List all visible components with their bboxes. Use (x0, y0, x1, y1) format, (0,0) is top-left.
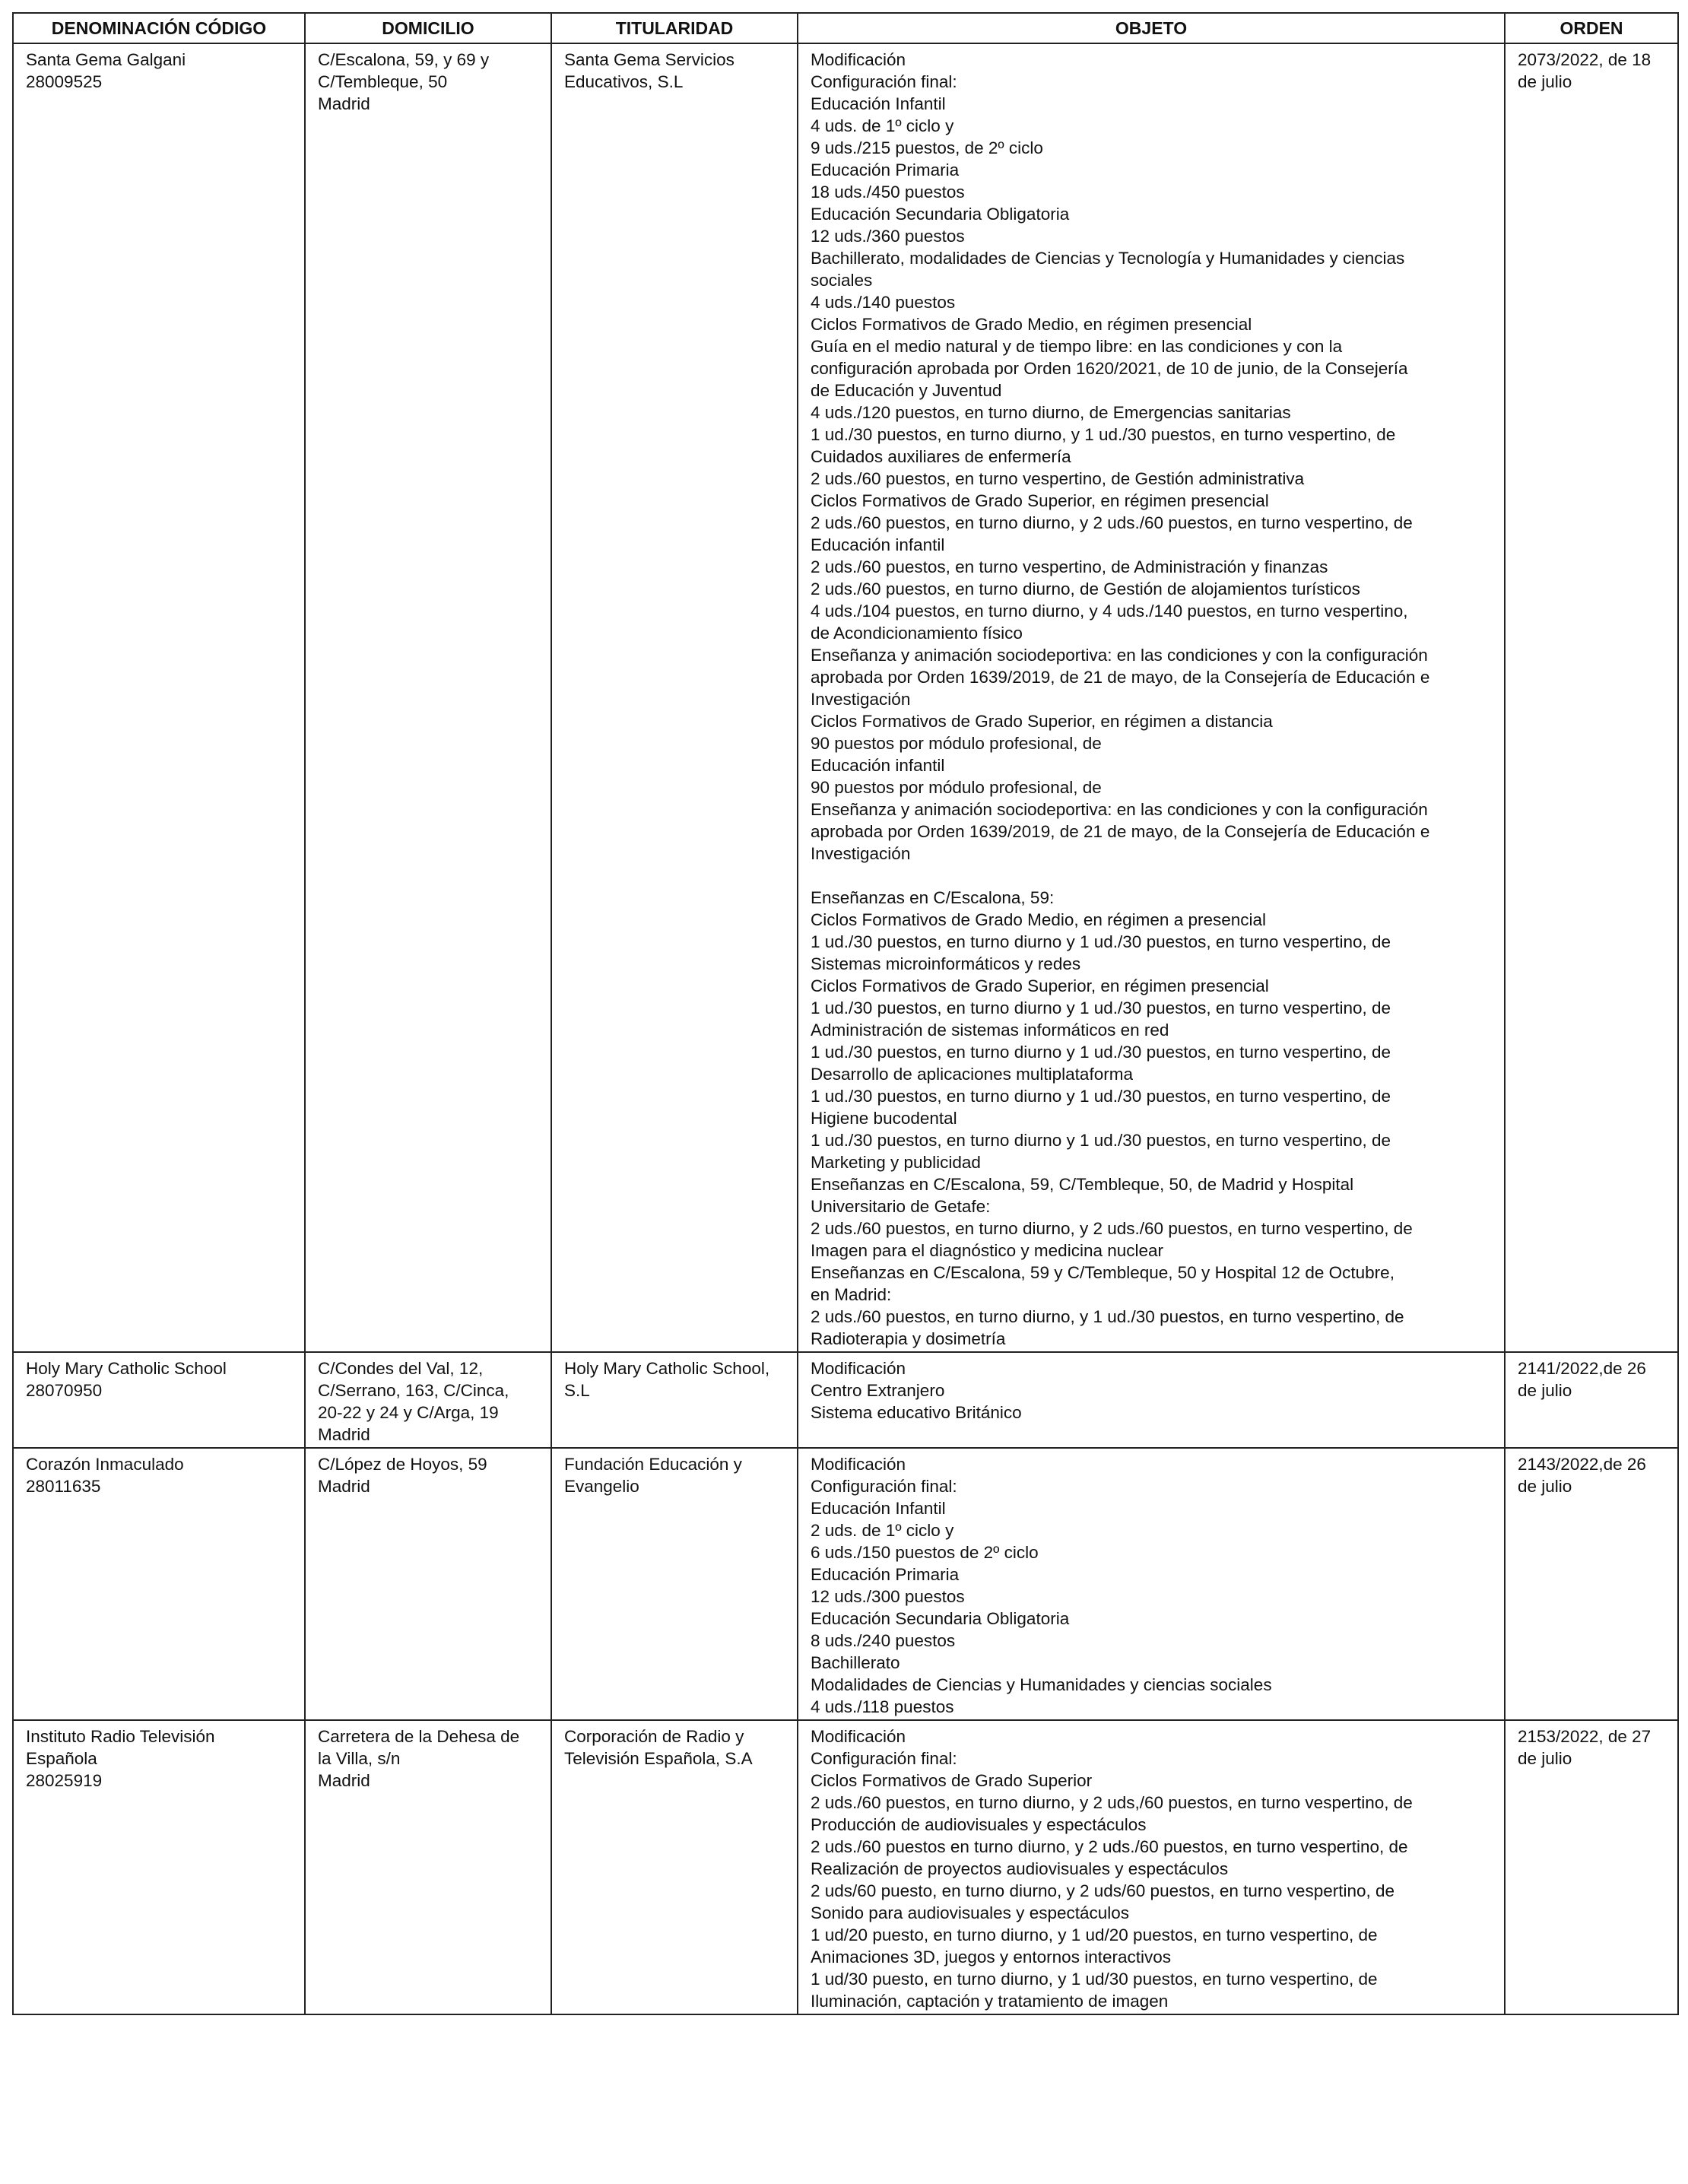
objeto-line: 18 uds./450 puestos (811, 183, 965, 202)
objeto-line: Educación Primaria (811, 160, 960, 179)
domicilio-line: Madrid (318, 1771, 370, 1790)
titularidad-line: Corporación de Radio y (564, 1727, 744, 1746)
cell-objeto (798, 1720, 1505, 2014)
table-body (13, 43, 1678, 2014)
orden-line: 2141/2022,de 26 (1518, 1359, 1646, 1378)
cell-orden (1505, 1448, 1678, 1720)
objeto-line: Configuración final: (811, 72, 957, 91)
objeto-line: 4 uds. de 1º ciclo y (811, 116, 954, 135)
domicilio-line: Madrid (318, 1477, 370, 1496)
denominacion-line: 28011635 (26, 1477, 101, 1496)
titularidad-line: Fundación Educación y (564, 1455, 742, 1474)
objeto-line: Animaciones 3D, juegos y entornos interactivos (811, 1948, 1171, 1967)
objeto-line: Enseñanza y animación sociodeportiva: en las condiciones y con la configuración (811, 800, 1428, 819)
objeto-line: Modificación (811, 1359, 906, 1378)
objeto-line: 9 uds./215 puestos, de 2º ciclo (811, 138, 1043, 157)
cell-orden (1505, 1720, 1678, 2014)
cell-titularidad (551, 1720, 798, 2014)
objeto-line: Iluminación, captación y tratamiento de imagen (811, 1992, 1169, 2011)
objeto-line: Educación Infantil (811, 1499, 946, 1518)
objeto-line: Investigación (811, 844, 911, 863)
objeto-line (811, 865, 1498, 887)
table-row (13, 1448, 1678, 1720)
titularidad-line: Santa Gema Servicios (564, 50, 735, 69)
objeto-line: Guía en el medio natural y de tiempo libre: en las condiciones y con la (811, 337, 1343, 356)
cell-domicilio (305, 1352, 551, 1448)
header-domicilio: DOMICILIO (305, 13, 551, 43)
cell-titularidad (551, 1352, 798, 1448)
objeto-line: Modificación (811, 50, 906, 69)
objeto-line: 4 uds./140 puestos (811, 293, 956, 312)
titularidad-line: Holy Mary Catholic School, (564, 1359, 770, 1378)
orden-line: 2073/2022, de 18 (1518, 50, 1652, 69)
objeto-line: Educación Primaria (811, 1565, 960, 1584)
header-orden: ORDEN (1505, 13, 1678, 43)
titularidad-line: S.L (564, 1381, 590, 1400)
objeto-line: Ciclos Formativos de Grado Superior, en régimen presencial (811, 976, 1269, 995)
cell-objeto (798, 1448, 1505, 1720)
header-titularidad: TITULARIDAD (551, 13, 798, 43)
objeto-line: Educación infantil (811, 756, 945, 775)
objeto-line: sociales (811, 271, 873, 290)
objeto-line: 1 ud/30 puesto, en turno diurno, y 1 ud/30 puestos, en turno vespertino, de (811, 1970, 1378, 1989)
objeto-line: 1 ud./30 puestos, en turno diurno y 1 ud./30 puestos, en turno vespertino, de (811, 932, 1391, 951)
cell-titularidad (551, 1448, 798, 1720)
orden-line: 2143/2022,de 26 (1518, 1455, 1646, 1474)
objeto-line: Educación infantil (811, 535, 945, 554)
objeto-line: Ciclos Formativos de Grado Superior, en régimen presencial (811, 491, 1269, 510)
objeto-line: aprobada por Orden 1639/2019, de 21 de mayo, de la Consejería de Educación e (811, 822, 1430, 841)
objeto-line: 90 puestos por módulo profesional, de (811, 734, 1102, 753)
cell-denominacion (13, 1448, 305, 1720)
objeto-line: de Educación y Juventud (811, 381, 1002, 400)
objeto-line: Configuración final: (811, 1477, 957, 1496)
objeto-line: Enseñanzas en C/Escalona, 59 y C/Tembleque, 50 y Hospital 12 de Octubre, (811, 1263, 1395, 1282)
titularidad-line: Educativos, S.L (564, 72, 684, 91)
objeto-line: 12 uds./300 puestos (811, 1587, 965, 1606)
objeto-line: en Madrid: (811, 1285, 892, 1304)
domicilio-line: C/Escalona, 59, y 69 y (318, 50, 490, 69)
denominacion-line: Española (26, 1749, 97, 1768)
titularidad-line: Televisión Española, S.A (564, 1749, 753, 1768)
objeto-line: Educación Infantil (811, 94, 946, 113)
domicilio-line: 20-22 y 24 y C/Arga, 19 (318, 1403, 499, 1422)
orden-line: de julio (1518, 1477, 1572, 1496)
objeto-line: Ciclos Formativos de Grado Medio, en régimen a presencial (811, 910, 1267, 929)
denominacion-line: Santa Gema Galgani (26, 50, 186, 69)
objeto-line: Bachillerato, modalidades de Ciencias y Tecnología y Humanidades y ciencias (811, 249, 1405, 268)
objeto-line: 2 uds./60 puestos, en turno diurno, de Gestión de alojamientos turísticos (811, 579, 1360, 598)
objeto-line: Universitario de Getafe: (811, 1197, 991, 1216)
objeto-line: Ciclos Formativos de Grado Superior, en régimen a distancia (811, 712, 1273, 731)
objeto-line: Ciclos Formativos de Grado Superior (811, 1771, 1093, 1790)
objeto-line: 4 uds./120 puestos, en turno diurno, de Emergencias sanitarias (811, 403, 1291, 422)
objeto-line: 1 ud./30 puestos, en turno diurno y 1 ud./30 puestos, en turno vespertino, de (811, 1087, 1391, 1106)
cell-denominacion (13, 1720, 305, 2014)
objeto-line: Modificación (811, 1727, 906, 1746)
cell-denominacion (13, 43, 305, 1352)
table-row (13, 43, 1678, 1352)
domicilio-line: la Villa, s/n (318, 1749, 401, 1768)
objeto-line: Investigación (811, 690, 911, 709)
orders-table (12, 12, 1679, 2015)
objeto-line: Modalidades de Ciencias y Humanidades y ciencias sociales (811, 1675, 1272, 1694)
objeto-line: 1 ud./30 puestos, en turno diurno y 1 ud./30 puestos, en turno vespertino, de (811, 998, 1391, 1017)
objeto-line: 12 uds./360 puestos (811, 227, 965, 246)
objeto-line: Enseñanzas en C/Escalona, 59, C/Tembleque, 50, de Madrid y Hospital (811, 1175, 1354, 1194)
objeto-line: 2 uds. de 1º ciclo y (811, 1521, 954, 1540)
objeto-line: Cuidados auxiliares de enfermería (811, 447, 1071, 466)
domicilio-line: C/Serrano, 163, C/Cinca, (318, 1381, 509, 1400)
objeto-line: 2 uds./60 puestos, en turno diurno, y 2 uds,/60 puestos, en turno vespertino, de (811, 1793, 1413, 1812)
objeto-line: 2 uds./60 puestos en turno diurno, y 2 uds./60 puestos, en turno vespertino, de (811, 1837, 1408, 1856)
objeto-line: Higiene bucodental (811, 1109, 957, 1128)
cell-titularidad (551, 43, 798, 1352)
cell-orden (1505, 43, 1678, 1352)
cell-objeto (798, 43, 1505, 1352)
domicilio-line: Madrid (318, 1425, 370, 1444)
cell-denominacion (13, 1352, 305, 1448)
objeto-line: 1 ud./30 puestos, en turno diurno, y 1 ud./30 puestos, en turno vespertino, de (811, 425, 1396, 444)
objeto-line: 2 uds./60 puestos, en turno diurno, y 2 uds./60 puestos, en turno vespertino, de (811, 1219, 1413, 1238)
titularidad-line: Evangelio (564, 1477, 639, 1496)
cell-orden (1505, 1352, 1678, 1448)
cell-domicilio (305, 43, 551, 1352)
cell-domicilio (305, 1448, 551, 1720)
objeto-line: 2 uds/60 puesto, en turno diurno, y 2 uds/60 puestos, en turno vespertino, de (811, 1881, 1395, 1900)
objeto-line: Centro Extranjero (811, 1381, 945, 1400)
orden-line: de julio (1518, 72, 1572, 91)
objeto-line: Sistema educativo Británico (811, 1403, 1022, 1422)
objeto-line: de Acondicionamiento físico (811, 624, 1023, 643)
objeto-line: 2 uds./60 puestos, en turno vespertino, de Gestión administrativa (811, 469, 1305, 488)
domicilio-line: C/López de Hoyos, 59 (318, 1455, 487, 1474)
table-row (13, 1720, 1678, 2014)
denominacion-line: Corazón Inmaculado (26, 1455, 184, 1474)
objeto-line: configuración aprobada por Orden 1620/2021, de 10 de junio, de la Consejería (811, 359, 1408, 378)
objeto-line: 4 uds./118 puestos (811, 1697, 954, 1716)
denominacion-line: Instituto Radio Televisión (26, 1727, 215, 1746)
objeto-line: 2 uds./60 puestos, en turno vespertino, de Administración y finanzas (811, 557, 1328, 576)
objeto-line: 1 ud./30 puestos, en turno diurno y 1 ud./30 puestos, en turno vespertino, de (811, 1043, 1391, 1062)
objeto-line: Educación Secundaria Obligatoria (811, 1609, 1070, 1628)
header-denominacion: DENOMINACIÓN CÓDIGO (13, 13, 305, 43)
orden-line: de julio (1518, 1381, 1572, 1400)
table-row (13, 1352, 1678, 1448)
objeto-line: Producción de audiovisuales y espectáculos (811, 1815, 1147, 1834)
domicilio-line: C/Tembleque, 50 (318, 72, 448, 91)
objeto-line: Educación Secundaria Obligatoria (811, 205, 1070, 224)
objeto-line: 90 puestos por módulo profesional, de (811, 778, 1102, 797)
cell-domicilio (305, 1720, 551, 2014)
objeto-line: Realización de proyectos audiovisuales y espectáculos (811, 1859, 1229, 1878)
denominacion-line: 28009525 (26, 72, 103, 91)
objeto-line: Sistemas microinformáticos y redes (811, 954, 1081, 973)
objeto-line: 2 uds./60 puestos, en turno diurno, y 1 ud./30 puestos, en turno vespertino, de (811, 1307, 1404, 1326)
orden-line: 2153/2022, de 27 (1518, 1727, 1652, 1746)
objeto-line: 1 ud./30 puestos, en turno diurno y 1 ud./30 puestos, en turno vespertino, de (811, 1131, 1391, 1150)
objeto-line: Modificación (811, 1455, 906, 1474)
denominacion-line: Holy Mary Catholic School (26, 1359, 227, 1378)
header-row (13, 13, 1678, 43)
objeto-line: 2 uds./60 puestos, en turno diurno, y 2 uds./60 puestos, en turno vespertino, de (811, 513, 1413, 532)
objeto-line: Radioterapia y dosimetría (811, 1329, 1006, 1348)
domicilio-line: Carretera de la Dehesa de (318, 1727, 520, 1746)
objeto-line: Bachillerato (811, 1653, 900, 1672)
cell-objeto (798, 1352, 1505, 1448)
header-objeto: OBJETO (798, 13, 1505, 43)
objeto-line: 1 ud/20 puesto, en turno diurno, y 1 ud/20 puestos, en turno vespertino, de (811, 1925, 1378, 1944)
denominacion-line: 28070950 (26, 1381, 103, 1400)
objeto-line: 6 uds./150 puestos de 2º ciclo (811, 1543, 1039, 1562)
objeto-line: Desarrollo de aplicaciones multiplataforma (811, 1065, 1133, 1084)
objeto-line: Configuración final: (811, 1749, 957, 1768)
objeto-line: Enseñanza y animación sociodeportiva: en las condiciones y con la configuración (811, 646, 1428, 665)
objeto-line: Imagen para el diagnóstico y medicina nuclear (811, 1241, 1164, 1260)
objeto-line: aprobada por Orden 1639/2019, de 21 de mayo, de la Consejería de Educación e (811, 668, 1430, 687)
objeto-line: 8 uds./240 puestos (811, 1631, 956, 1650)
domicilio-line: C/Condes del Val, 12, (318, 1359, 484, 1378)
objeto-line: Marketing y publicidad (811, 1153, 981, 1172)
orden-line: de julio (1518, 1749, 1572, 1768)
denominacion-line: 28025919 (26, 1771, 103, 1790)
objeto-line: Sonido para audiovisuales y espectáculos (811, 1903, 1130, 1922)
objeto-line: 4 uds./104 puestos, en turno diurno, y 4 uds./140 puestos, en turno vespertino, (811, 602, 1408, 621)
objeto-line: Enseñanzas en C/Escalona, 59: (811, 888, 1055, 907)
domicilio-line: Madrid (318, 94, 370, 113)
objeto-line: Ciclos Formativos de Grado Medio, en régimen presencial (811, 315, 1252, 334)
objeto-line: Administración de sistemas informáticos en red (811, 1021, 1169, 1040)
